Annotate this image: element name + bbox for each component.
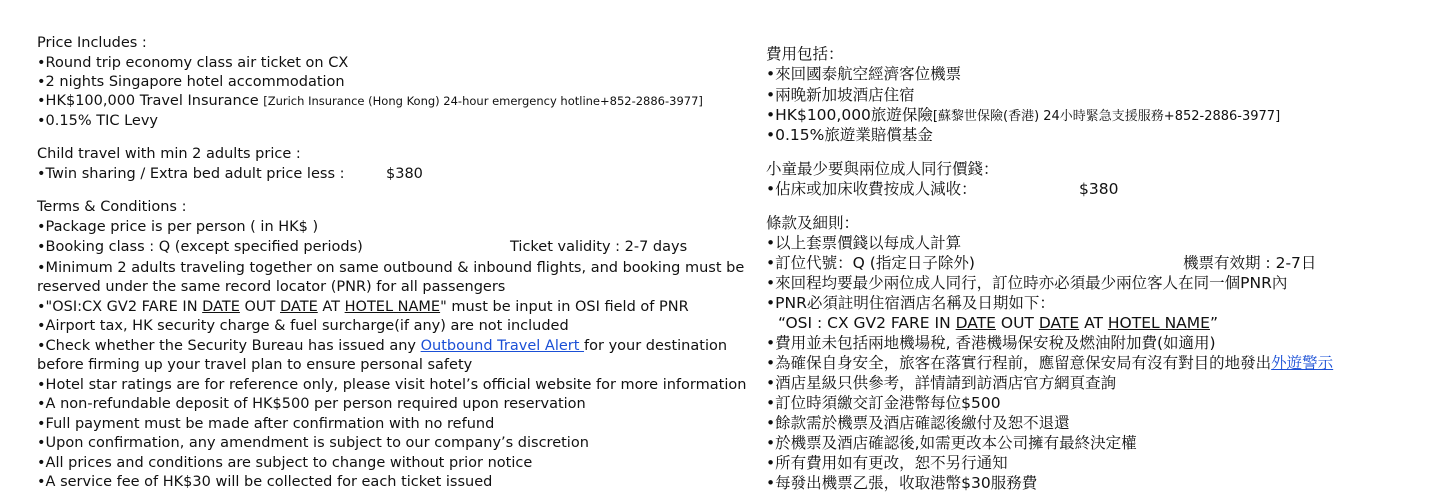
- terms-item-service-fee: •A service fee of HK$30 will be collected for each ticket issued: [37, 474, 493, 490]
- zh-price-item-insurance: [766, 105, 1280, 127]
- terms-item-security-cont: before firming up your travel plan to ensure personal safety: [37, 357, 473, 373]
- price-item: •Round trip economy class air ticket on CX: [37, 55, 349, 71]
- zh-insurance-note: [蘇黎世保險(香港) 24小時緊急支援服務+852-2886-3977]: [932, 109, 1281, 124]
- insurance-label: •HK$100,000 Travel Insurance: [37, 93, 264, 109]
- price-item: •0.15% TIC Levy: [37, 113, 158, 129]
- zh-terms-item-package: •以上套票價錢以每成人計算: [766, 234, 962, 252]
- ticket-validity: Ticket validity : 2-7 days: [510, 239, 688, 255]
- terms-item-hotel-rating: •Hotel star ratings are for reference only, please visit hotel’s official website for more information: [37, 377, 747, 393]
- zh-terms-item-security: •為確保自身安全，旅客在落實行程前，應留意保安局有沒有對目的地發出外遊警示: [766, 354, 1334, 372]
- zh-price-includes-title: 費用包括：: [766, 45, 844, 63]
- zh-price-item: •來回國泰航空經濟客位機票: [766, 65, 962, 83]
- zh-child-price-item: •佔床或加床收費按成人減收：: [766, 180, 977, 198]
- price-item: •2 nights Singapore hotel accommodation: [37, 74, 345, 90]
- zh-terms-item-hotel-rating: •酒店星級只供參考，詳情請到訪酒店官方網頁查詢: [766, 374, 1117, 392]
- zh-terms-item-deposit: •訂位時須繳交訂金港幣每位$500: [766, 394, 1001, 412]
- zh-ticket-validity: 機票有效期 : 2-7日: [1183, 254, 1317, 272]
- zh-outbound-travel-alert-link[interactable]: 外遊警示: [1271, 354, 1334, 372]
- zh-terms-item-prices: •所有費用如有更改，恕不另行通知: [766, 454, 1008, 472]
- zh-osi-hotel-name: HOTEL NAME: [1107, 314, 1210, 332]
- zh-terms-item-booking: •訂位代號：Q (指定日子除外): [766, 254, 975, 272]
- child-price-title: Child travel with min 2 adults price :: [37, 146, 301, 162]
- zh-terms-title: 條款及細則：: [766, 214, 860, 232]
- zh-terms-item-payment: •餘款需於機票及酒店確認後繳付及恕不退還: [766, 414, 1070, 432]
- terms-item-minimum-cont: reserved under the same record locator (PNR) for all passengers: [37, 279, 506, 295]
- terms-item-payment: •Full payment must be made after confirmation with no refund: [37, 416, 495, 432]
- terms-item-booking: •Booking class : Q (except specified periods): [37, 239, 363, 255]
- price-includes-title: Price Includes :: [37, 35, 147, 51]
- zh-terms-item-osi: “OSI : CX GV2 FARE IN DATE OUT DATE AT HOTEL NAME”: [778, 314, 1218, 332]
- terms-item-amendment: •Upon confirmation, any amendment is subject to our company’s discretion: [37, 435, 589, 451]
- insurance-note: [Zurich Insurance (Hong Kong) 24-hour emergency hotline+852-2886-3977]: [263, 94, 703, 108]
- osi-date-out: DATE: [280, 299, 318, 315]
- zh-terms-item-amendment: •於機票及酒店確認後,如需更改本公司擁有最終決定權: [766, 434, 1137, 452]
- zh-terms-item-pnr: •PNR必須註明住宿酒店名稱及日期如下：: [766, 294, 1055, 312]
- terms-item-security: •Check whether the Security Bureau has issued any Outbound Travel Alert for your destination: [37, 338, 728, 354]
- price-item-insurance: [37, 91, 703, 111]
- terms-item-deposit: •A non-refundable deposit of HK$500 per person required upon reservation: [37, 396, 586, 412]
- zh-child-price-amount: $380: [1079, 180, 1119, 198]
- zh-price-item: •兩晚新加坡酒店住宿: [766, 86, 915, 104]
- zh-price-item: •0.15%旅遊業賠償基金: [766, 126, 933, 144]
- zh-terms-item-minimum: •來回程均要最少兩位成人同行，訂位時亦必須最少兩位客人在同一個PNR內: [766, 274, 1288, 292]
- terms-item-airport: •Airport tax, HK security charge & fuel surcharge(if any) are not included: [37, 318, 569, 334]
- terms-item-prices: •All prices and conditions are subject to change without prior notice: [37, 455, 533, 471]
- terms-item-minimum: •Minimum 2 adults traveling together on same outbound & inbound flights, and booking must be: [37, 260, 745, 276]
- zh-osi-date-in: DATE: [955, 314, 996, 332]
- zh-child-price-title: 小童最少要與兩位成人同行價錢：: [766, 160, 999, 178]
- osi-hotel-name: HOTEL NAME: [344, 299, 441, 315]
- terms-item-osi: •"OSI:CX GV2 FARE IN DATE OUT DATE AT HOTEL NAME" must be input in OSI field of PNR: [37, 299, 689, 315]
- terms-item-package: •Package price is per person ( in HK$ ): [37, 219, 319, 235]
- zh-terms-item-airport: •費用並未包括兩地機場稅, 香港機場保安稅及燃油附加費(如適用): [766, 334, 1216, 352]
- child-price-amount: $380: [386, 166, 423, 182]
- child-price-item: •Twin sharing / Extra bed adult price less :: [37, 166, 345, 182]
- outbound-travel-alert-link[interactable]: Outbound Travel Alert: [420, 338, 585, 354]
- zh-terms-item-service-fee: •每發出機票乙張，收取港幣$30服務費: [766, 474, 1038, 492]
- osi-date-in: DATE: [202, 299, 240, 315]
- terms-title: Terms & Conditions :: [37, 199, 187, 215]
- zh-insurance-label: •HK$100,000旅遊保險: [766, 106, 933, 124]
- zh-osi-date-out: DATE: [1038, 314, 1080, 332]
